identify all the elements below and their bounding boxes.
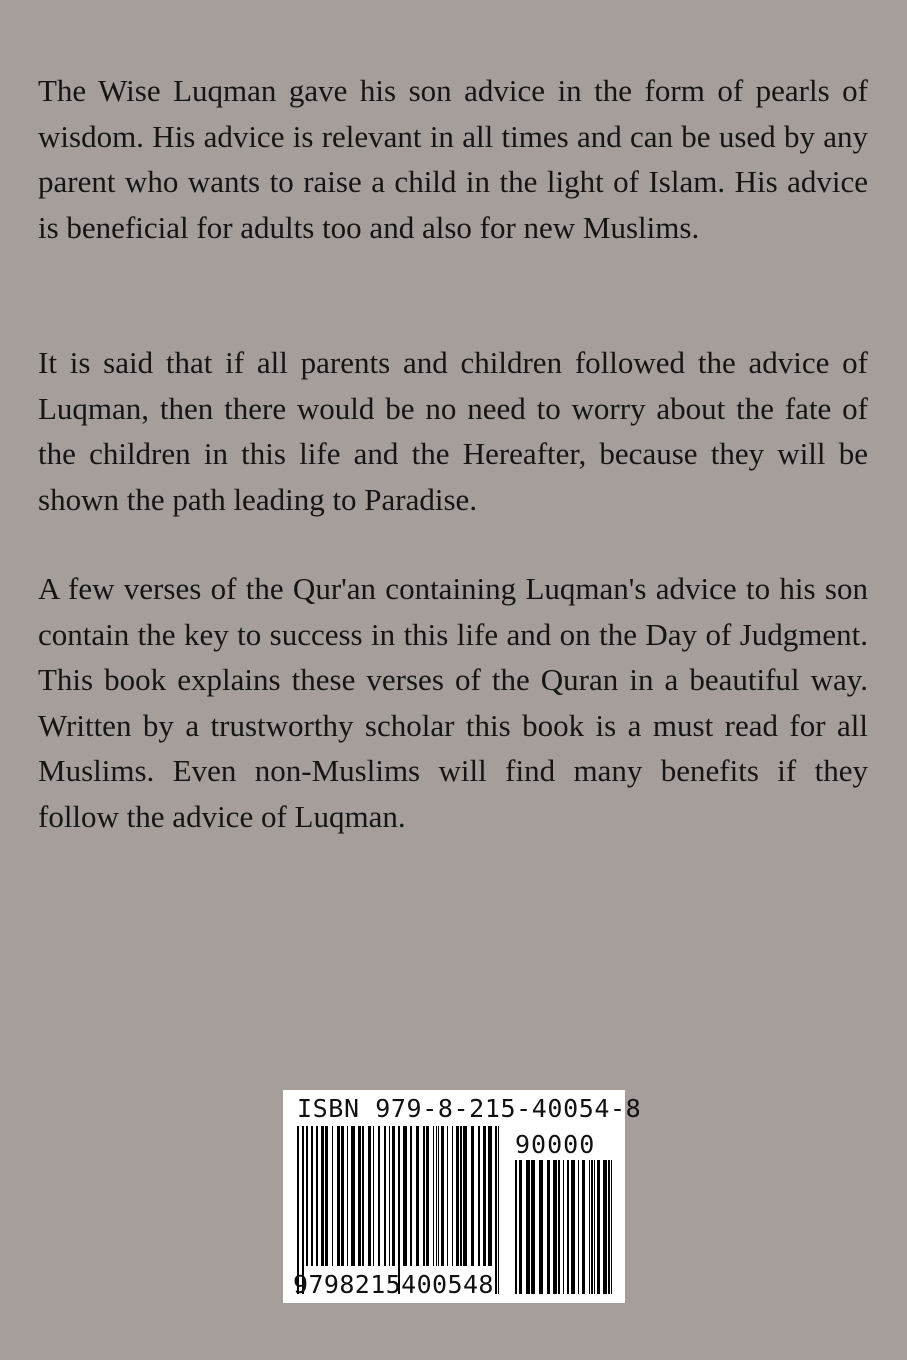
barcode-bar — [589, 1160, 590, 1294]
barcode-bar — [332, 1126, 333, 1266]
barcode-bar — [447, 1126, 448, 1266]
barcode-bar — [608, 1160, 610, 1294]
barcode-bar — [553, 1160, 557, 1294]
ean-digits: 9798215400548 — [293, 1270, 494, 1299]
barcode-bar — [526, 1160, 530, 1294]
barcode-bar — [398, 1126, 400, 1294]
barcode-bar — [441, 1126, 444, 1266]
barcode-bar — [563, 1160, 564, 1294]
barcode-bar — [311, 1126, 313, 1266]
barcode-bar — [515, 1160, 517, 1294]
barcode-bar — [611, 1160, 612, 1294]
barcode-bar — [594, 1160, 595, 1294]
barcode-bar — [302, 1126, 304, 1294]
barcode-bar — [460, 1126, 462, 1266]
barcode-bar — [452, 1126, 453, 1266]
barcode-bar — [603, 1160, 607, 1294]
barcode-bar — [463, 1126, 467, 1266]
barcode-bar — [373, 1126, 374, 1266]
barcode-bar — [347, 1126, 348, 1266]
barcode-bar — [547, 1160, 550, 1294]
barcode-bar — [378, 1126, 380, 1266]
barcode-bar — [519, 1160, 522, 1294]
barcode-bar — [597, 1160, 600, 1294]
ean-barcode-bars — [297, 1126, 499, 1294]
barcode-bar — [582, 1160, 585, 1294]
barcode-bar — [539, 1160, 543, 1294]
barcode-bar — [478, 1126, 480, 1266]
barcode-bar — [368, 1126, 371, 1266]
barcode-bar — [321, 1126, 324, 1266]
barcode-bar — [341, 1126, 344, 1266]
barcode-bar — [438, 1126, 439, 1266]
barcode-bar — [426, 1126, 429, 1266]
barcode-bar — [558, 1160, 560, 1294]
barcode-bar — [416, 1126, 419, 1266]
addon-barcode-bars — [515, 1160, 613, 1294]
barcode-bar — [531, 1160, 535, 1294]
price-addon-code: 90000 — [515, 1130, 596, 1159]
barcode-bar — [498, 1126, 499, 1294]
barcode-bar — [567, 1160, 569, 1294]
barcode-bar — [358, 1126, 361, 1266]
barcode-bar — [483, 1126, 486, 1266]
barcode-bar — [403, 1126, 407, 1266]
barcode-bar — [351, 1126, 355, 1266]
barcode-bar — [362, 1126, 364, 1266]
barcode-bar — [571, 1160, 575, 1294]
barcode-bar — [471, 1126, 474, 1266]
description-paragraph-3: A few verses of the Qur'an containing Luqman's advice to his son contain the key to success in this life and on the Day of Judgment. This book explains these verses of the Quran in a beautiful way. Written by a trustworthy scholar this book is a must read for all Muslims. Even non-Muslims will find many benefits if they follow the advice of Luqman. — [38, 571, 868, 834]
barcode-bar — [578, 1160, 579, 1294]
barcode-bar — [456, 1126, 459, 1266]
description-paragraph-1: The Wise Luqman gave his son advice in the form of pearls of wisdom. His advice is relevant in all times and can be used by any parent who wants to raise a child in the light of Islam. His advice is beneficial for adults too and also for new Muslims. — [38, 73, 868, 245]
barcode-bar — [306, 1126, 308, 1266]
isbn-barcode — [283, 1090, 642, 1303]
barcode-bar — [436, 1126, 437, 1266]
barcode-bar — [325, 1126, 328, 1266]
barcode-bar — [423, 1126, 425, 1266]
barcode-bar — [392, 1126, 395, 1266]
barcode-bar — [316, 1126, 318, 1266]
barcode-bar — [488, 1126, 492, 1266]
barcode-bar — [433, 1126, 434, 1266]
barcode-bar — [297, 1126, 299, 1294]
barcode-bar — [337, 1126, 340, 1266]
barcode-bar — [591, 1160, 593, 1294]
description-paragraph-2: It is said that if all parents and children followed the advice of Luqman, then there would be no need to worry about the fate of the children in this life and the Hereafter, because they will be shown the path leading to Paradise. — [38, 345, 868, 517]
barcode-bar — [384, 1126, 386, 1266]
barcode-bar — [410, 1126, 412, 1266]
barcode-bar — [495, 1126, 497, 1294]
isbn-label: ISBN 979-8-215-40054-8 — [297, 1094, 642, 1123]
barcode-bar — [389, 1126, 390, 1266]
